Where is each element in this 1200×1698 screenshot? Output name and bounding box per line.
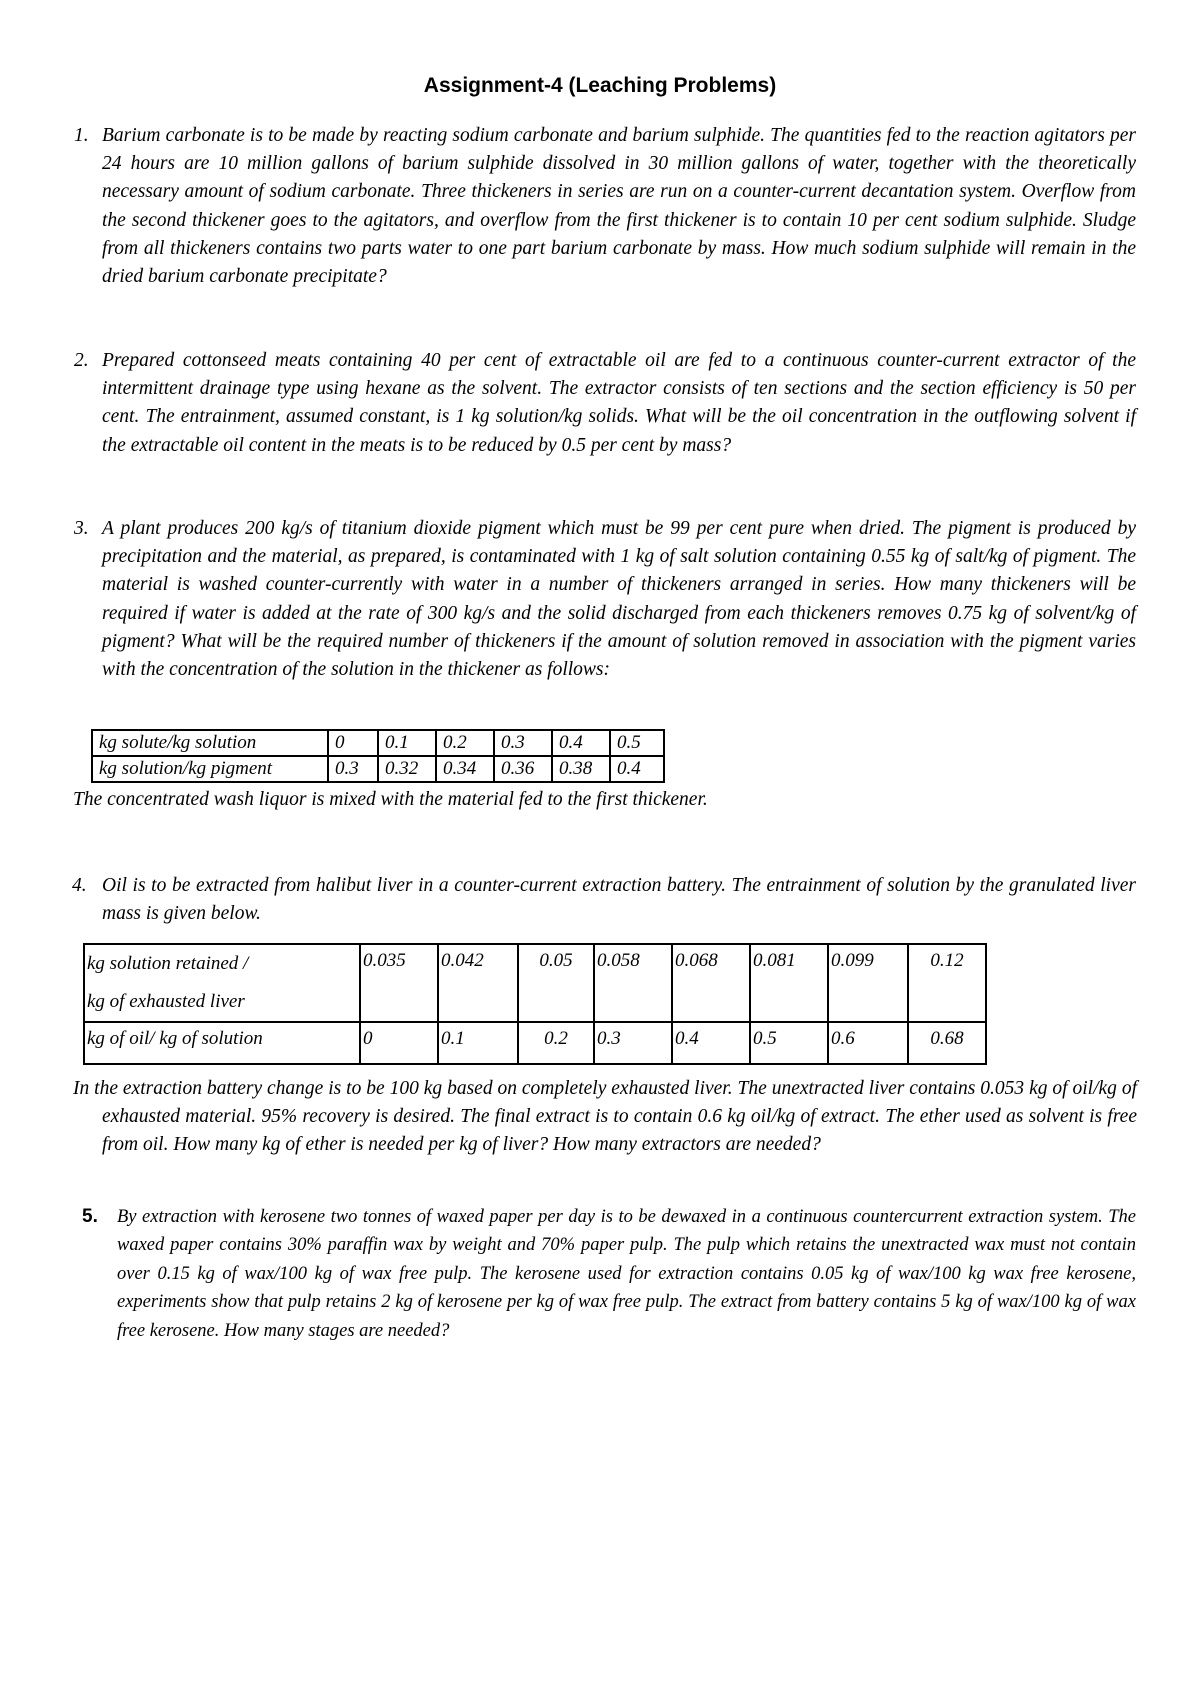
question-3-table xyxy=(91,729,665,783)
question-5-number: 5. xyxy=(82,1206,98,1227)
question-5 xyxy=(82,1203,1136,1345)
question-4-after-text: In the extraction battery change is to be 100 kg based on completely exhausted liver. The unextracted liver contains 0.053 kg of oil/kg of exhausted material. 95% recovery is desired. The final extract is to contain 0.6 kg oil/kg of extract. The ether used as solvent is free from oil. How many kg of ether is needed per kg of liver? How many extractors are needed? xyxy=(73,1078,1137,1156)
table-cell: 0.3 xyxy=(328,756,378,782)
table-cell: 0.12 xyxy=(908,944,986,1022)
table-cell: 0.035 xyxy=(360,944,438,1022)
table-cell: 0.36 xyxy=(494,756,552,782)
question-1-text: Barium carbonate is to be made by reacting sodium carbonate and barium sulphide. The quantities fed to the reaction agitators per 24 hours are 10 million gallons of barium sulphide dissolved in 30 million gallons of water, together with the theoretically necessary amount of sodium carbonate. Three thickeners in series are run on a counter-current decantation system. Overflow from the second thickener goes to the agitators, and overflow from the first thickener is to contain 10 per cent sodium sulphide. Sludge from all thickeners contains two parts water to one part barium carbonate by mass. How much sodium sulphide will remain in the dried barium carbonate precipitate? xyxy=(102,125,1136,288)
question-2-text: Prepared cottonseed meats containing 40 per cent of extractable oil are fed to a continuous counter-current extractor of the intermittent drainage type using hexane as the solvent. The extractor consists of ten sections and the section efficiency is 50 per cent. The entrainment, assumed constant, is 1 kg solution/kg solids. What will be the oil concentration in the outflowing solvent if the extractable oil content in the meats is to be reduced by 0.5 per cent by mass? xyxy=(102,350,1136,456)
table-cell: 0.2 xyxy=(518,1022,594,1064)
page-title: Assignment-4 (Leaching Problems) xyxy=(423,74,777,97)
table-row xyxy=(84,1022,986,1064)
table-cell: 0.4 xyxy=(552,730,610,756)
table-cell: 0.34 xyxy=(436,756,494,782)
table-row-label-line2: kg of exhausted liver xyxy=(87,991,245,1012)
table-row xyxy=(84,944,986,1022)
table-cell: 0 xyxy=(360,1022,438,1064)
table-cell: 0.042 xyxy=(438,944,518,1022)
table-cell: 0.4 xyxy=(610,756,664,782)
question-3-text: A plant produces 200 kg/s of titanium dioxide pigment which must be 99 per cent pure when dried. The pigment is produced by precipitation and the material, as prepared, is contaminated with 1 kg of salt solution containing 0.55 kg of salt/kg of pigment. The material is washed counter-currently with water in a number of thickeners arranged in series. How many thickeners will be required if water is added at the rate of 300 kg/s and the solid discharged from each thickeners removes 0.75 kg of solvent/kg of pigment? What will be the required number of thickeners if the amount of solution removed in association with the pigment varies with the concentration of the solution in the thickener as follows: xyxy=(102,518,1136,681)
question-3-number: 3. xyxy=(74,518,89,539)
question-4 xyxy=(72,872,1136,928)
question-2-number: 2. xyxy=(74,350,89,371)
table-cell: 0.099 xyxy=(828,944,908,1022)
table-cell: 0.068 xyxy=(672,944,750,1022)
question-4-text: Oil is to be extracted from halibut liver in a counter-current extraction battery. The entrainment of solution by the granulated liver mass is given below. xyxy=(102,875,1136,925)
table-cell: 0.5 xyxy=(610,730,664,756)
table-cell: 0.68 xyxy=(908,1022,986,1064)
question-2 xyxy=(74,347,1136,460)
table-row-label: kg solute/kg solution xyxy=(92,730,328,756)
table-cell: 0.05 xyxy=(518,944,594,1022)
table-row-label: kg of oil/ kg of solution xyxy=(84,1022,360,1064)
table-cell: 0.6 xyxy=(828,1022,908,1064)
table-cell: 0.1 xyxy=(378,730,436,756)
question-5-text: By extraction with kerosene two tonnes of waxed paper per day is to be dewaxed in a continuous countercurrent extraction system. The waxed paper contains 30% paraffin wax by weight and 70% paper pulp. The pulp which retains the unextracted wax must not contain over 0.15 kg of wax/100 kg of wax free pulp. The kerosene used for extraction contains 0.05 kg of wax/100 kg wax free kerosene, experiments show that pulp retains 2 kg of kerosene per kg of wax free pulp. The extract from battery contains 5 kg of wax/100 kg of wax free kerosene. How many stages are needed? xyxy=(117,1207,1136,1341)
table-cell: 0 xyxy=(328,730,378,756)
table-row-label xyxy=(84,944,360,1022)
table-cell: 0.058 xyxy=(594,944,672,1022)
question-1 xyxy=(74,122,1136,291)
table-cell: 0.1 xyxy=(438,1022,518,1064)
question-4-table xyxy=(83,943,987,1065)
question-3-note: The concentrated wash liquor is mixed with the material fed to the first thickener. xyxy=(73,789,708,810)
table-cell: 0.4 xyxy=(672,1022,750,1064)
table-cell: 0.38 xyxy=(552,756,610,782)
table-cell: 0.081 xyxy=(750,944,828,1022)
question-3 xyxy=(74,515,1136,684)
table-cell: 0.3 xyxy=(494,730,552,756)
table-cell: 0.2 xyxy=(436,730,494,756)
question-4-number: 4. xyxy=(72,875,87,896)
question-4-continuation xyxy=(73,1075,1137,1160)
table-cell: 0.32 xyxy=(378,756,436,782)
table-cell: 0.3 xyxy=(594,1022,672,1064)
question-1-number: 1. xyxy=(74,125,89,146)
table-row-label: kg solution/kg pigment xyxy=(92,756,328,782)
table-cell: 0.5 xyxy=(750,1022,828,1064)
table-row xyxy=(92,756,664,782)
table-row-label-line1: kg solution retained / xyxy=(87,953,249,974)
table-row xyxy=(92,730,664,756)
